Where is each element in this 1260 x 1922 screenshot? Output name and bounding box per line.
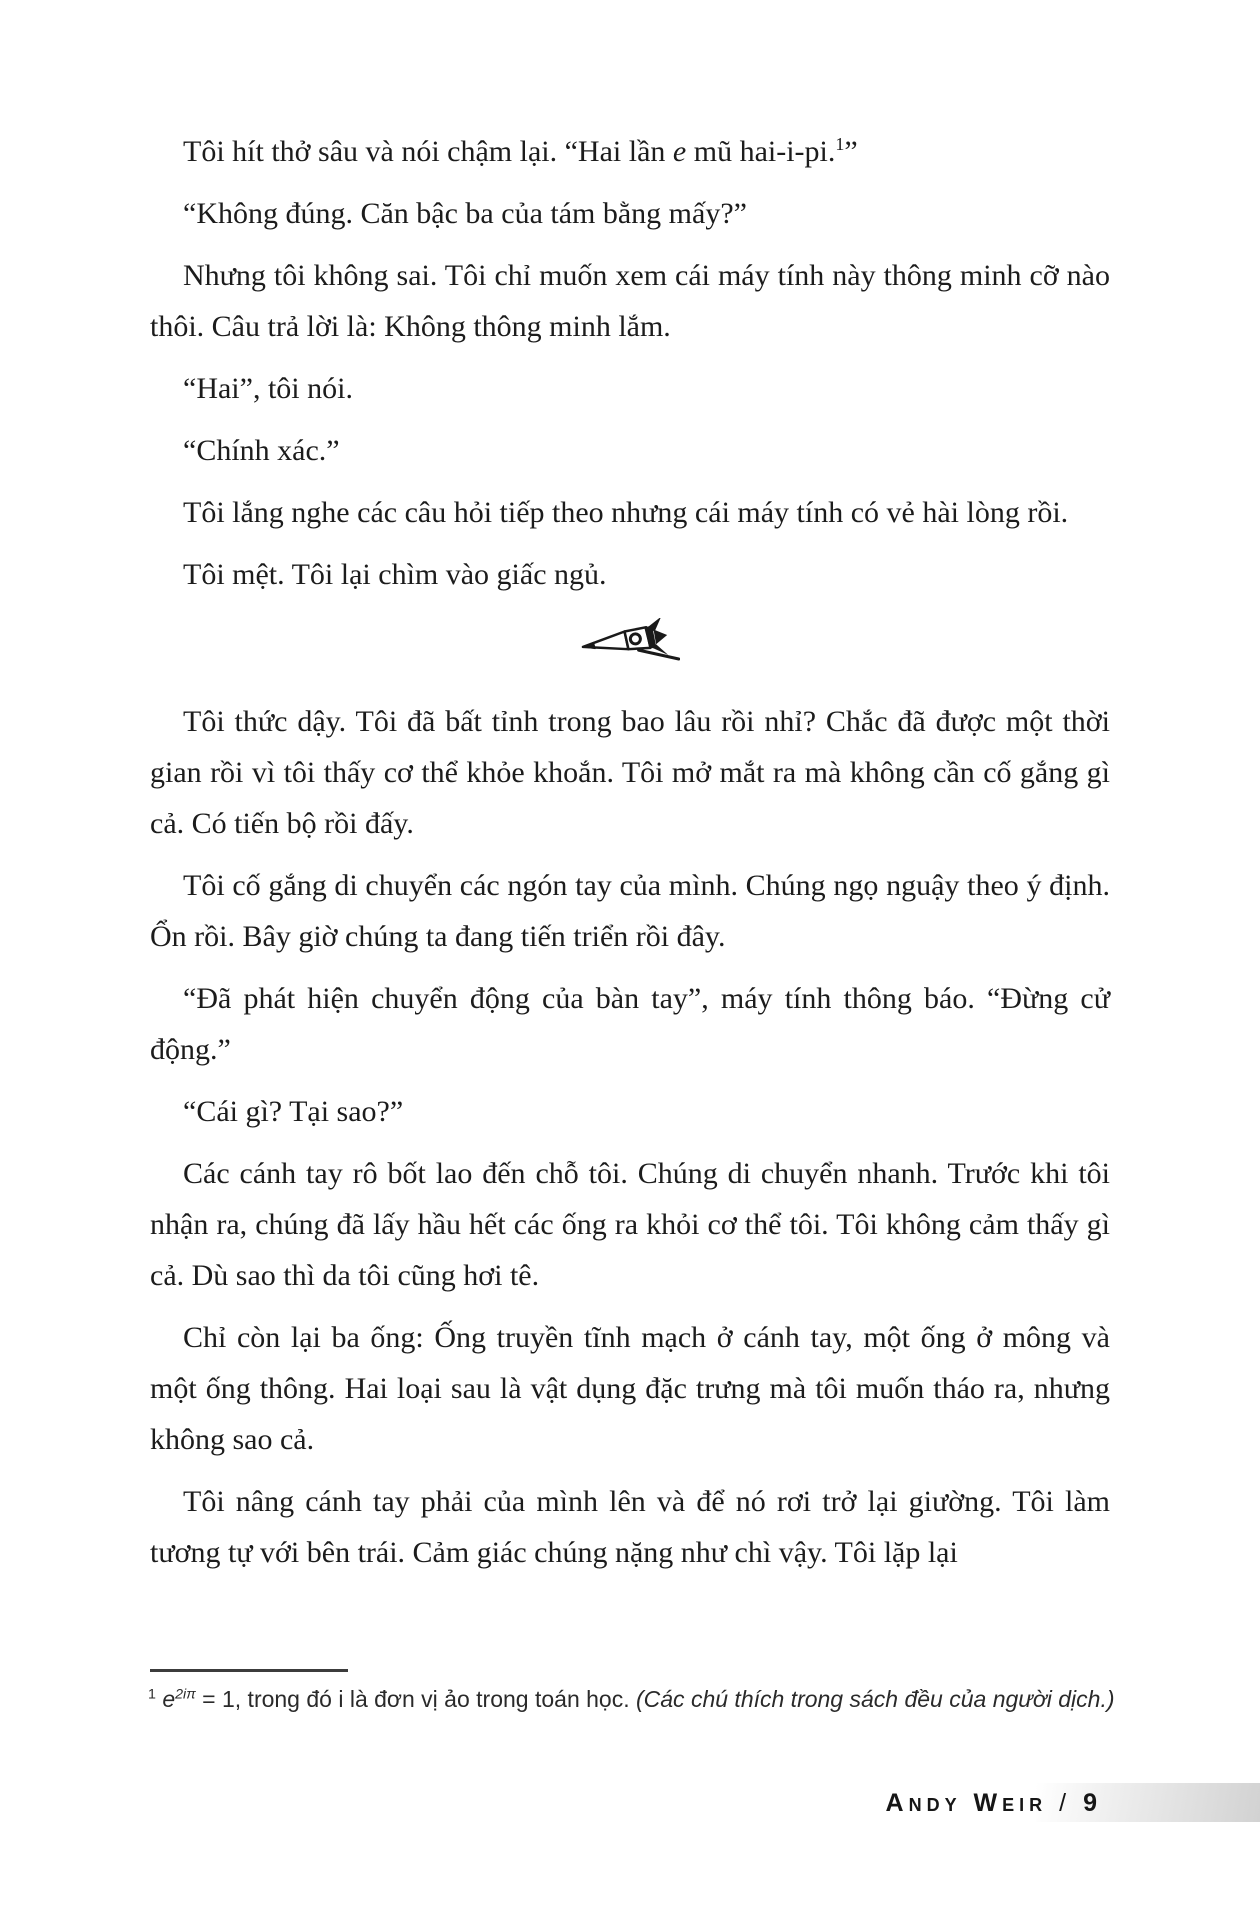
paragraph: Tôi nâng cánh tay phải của mình lên và để nó rơi trở lại giường. Tôi làm tương tự với bên trái. Cảm giác chúng nặng như chì vậy. Tôi lặp lại [150, 1485, 1110, 1569]
page-number: 9 [1083, 1789, 1102, 1817]
page-text-column [150, 126, 1110, 1589]
paragraph: Tôi thức dậy. Tôi đã bất tỉnh trong bao lâu rồi nhỉ? Chắc đã được một thời gian rồi vì tôi thấy cơ thể khỏe khoắn. Tôi mở mắt ra mà không cần cố gắng gì cả. Có tiến bộ rồi đấy. [150, 705, 1110, 840]
running-footer [886, 1789, 1102, 1818]
paragraph: Tôi lắng nghe các câu hỏi tiếp theo nhưng cái máy tính có vẻ hài lòng rồi. [183, 496, 1069, 529]
footnote-formula-exponent: 2iπ [175, 1686, 196, 1703]
paragraph: Tôi mệt. Tôi lại chìm vào giấc ngủ. [183, 558, 607, 591]
footnote-parenthetical: (Các chú thích trong sách đều của người dịch.) [636, 1686, 1115, 1712]
scene-break-ornament [150, 618, 1110, 674]
paragraph: “Chính xác.” [183, 434, 340, 467]
footer-separator: / [1059, 1789, 1072, 1817]
rocket-doodle-icon [580, 618, 680, 672]
paragraph: “Cái gì? Tại sao?” [183, 1095, 404, 1128]
footnote-marker: 1 [148, 1686, 156, 1703]
footnote-divider [150, 1669, 348, 1672]
text-section-2 [150, 696, 1110, 1578]
footnote-formula-base: e [162, 1686, 176, 1712]
paragraph: “Đã phát hiện chuyển động của bàn tay”, máy tính thông báo. “Đừng cử động.” [150, 982, 1110, 1066]
paragraph: “Hai”, tôi nói. [183, 372, 353, 405]
footnote [148, 1684, 1123, 1714]
paragraph: “Không đúng. Căn bậc ba của tám bằng mấy?” [183, 197, 747, 230]
footnote-text: = 1, trong đó i là đơn vị ảo trong toán học. [195, 1686, 636, 1712]
author-name: Andy Weir [885, 1789, 1048, 1817]
paragraph: Tôi cố gắng di chuyển các ngón tay của mình. Chúng ngọ nguậy theo ý định. Ổn rồi. Bây giờ chúng ta đang tiến triển rồi đây. [150, 869, 1110, 953]
paragraph: Các cánh tay rô bốt lao đến chỗ tôi. Chúng di chuyển nhanh. Trước khi tôi nhận ra, chúng đã lấy hầu hết các ống ra khỏi cơ thể tôi. Tôi không cảm thấy gì cả. Dù sao thì da tôi cũng hơi tê. [150, 1157, 1110, 1292]
paragraph: Chỉ còn lại ba ống: Ống truyền tĩnh mạch ở cánh tay, một ống ở mông và một ống thông. Hai loại sau là vật dụng đặc trưng mà tôi muốn tháo ra, nhưng không sao cả. [150, 1321, 1110, 1456]
paragraph: Tôi hít thở sâu và nói chậm lại. “Hai lần e mũ hai-i-pi.$^1$” [183, 134, 858, 168]
text-section-1 [150, 126, 1110, 600]
paragraph: Nhưng tôi không sai. Tôi chỉ muốn xem cái máy tính này thông minh cỡ nào thôi. Câu trả lời là: Không thông minh lắm. [150, 259, 1110, 343]
